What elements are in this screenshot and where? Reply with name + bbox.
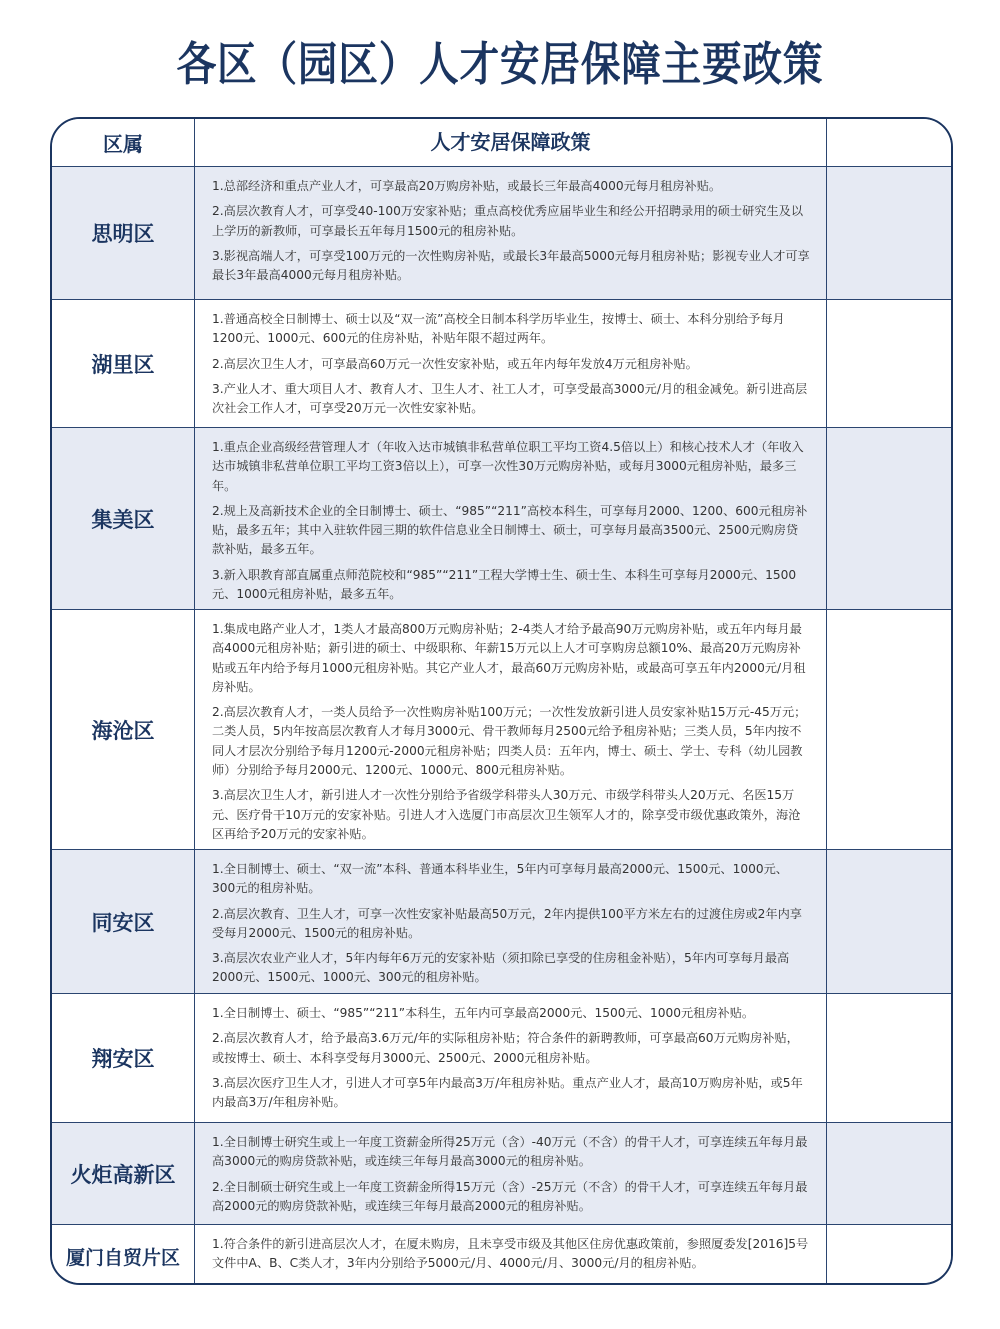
policy-cell [195,1225,827,1285]
policy-item: 1.集成电路产业人才，1类人才最高800万元购房补贴；2-4类人才给予最高90万元购房补贴，或五年内每月最高4000元租房补贴；新引进的硕士、中级职称、年薪15万元以上人才可享购房总额10%、最高20万元购房补贴或五年内给予每月1000元租房补贴。其它产业人才，最高60万元购房补贴，或最高可享五年内2000元/月租房补贴。 [212,622,806,694]
policy-item: 3.新入职教育部直属重点师范院校和“985”“211”工程大学博士生、硕士生、本科生可享每月2000元、1500元、1000元租房补贴，最多五年。 [212,567,797,602]
policy-item: 1.总部经济和重点产业人才，可享最高20万购房补贴，或最长三年最高4000元每月租房补贴。 [212,179,722,193]
policy-item: 1.重点企业高级经营管理人才（年收入达市城镇非私营单位职工平均工资4.5倍以上）和核心技术人才（年收入达市城镇非私营单位职工平均工资3倍以上），可享一次性30万元购房补贴，或每月3000元租房补贴，最多三年。 [212,440,804,493]
policy-cell [195,994,827,1122]
header-blank [827,119,951,166]
district-name: 火炬高新区 [52,1123,195,1224]
policy-item: 3.影视高端人才，可享受100万元的一次性购房补贴，或最长3年最高5000元每月租房补贴；影视专业人才可享最长3年最高4000元每月租房补贴。 [212,248,810,283]
policy-item: 3.高层次卫生人才，新引进人才一次性分别给予省级学科带头人30万元、市级学科带头人20万元、名医15万元、医疗骨干10万元的安家补贴。引进人才入选厦门市高层次卫生领军人才的，除享受市级优惠政策外，海沧区再给予20万元的安家补贴。 [212,788,801,841]
policy-item: 1.符合条件的新引进高层次人才，在厦未购房，且未享受市级及其他区住房优惠政策前，参照厦委发[2016]5号文件中A、B、C类人才，3年内分别给予5000元/月、4000元/月、3000元/月的租房补贴。 [212,1237,809,1271]
table-row [52,299,951,427]
header-district: 区属 [52,119,195,166]
policy-item: 2.高层次教育人才，给予最高3.6万元/年的实际租房补贴；符合条件的新聘教师，可享最高60万元购房补贴，或按博士、硕士、本科享受每月3000元、2500元、2000元租房补贴。 [212,1031,799,1065]
policy-item: 2.高层次教育人才，可享受40-100万安家补贴；重点高校优秀应届毕业生和经公开招聘录用的硕士研究生及以上学历的新教师，可享最长五年每月1500元的租房补贴。 [212,204,804,238]
blank-cell [827,167,951,299]
policy-item: 2.规上及高新技术企业的全日制博士、硕士、“985”“211”高校本科生，可享每月2000、1200、600元租房补贴，最多五年；其中入驻软件园三期的软件信息业全日制博士、硕士，可享每月最高3500元、2500元购房贷款补贴，最多五年。 [212,503,808,557]
policy-cell [195,300,827,427]
policy-cell [195,428,827,609]
table-row [52,427,951,609]
table-row [52,1122,951,1224]
table-row [52,849,951,993]
blank-cell [827,428,951,609]
table-header-row [52,119,951,166]
district-name: 翔安区 [52,994,195,1122]
district-name: 同安区 [52,850,195,993]
district-name: 集美区 [52,428,195,609]
page-title: 各区（园区）人才安居保障主要政策 [176,37,824,91]
policy-item: 1.全日制博士、硕士、“985”“211”本科生，五年内可享最高2000元、1500元、1000元租房补贴。 [212,1006,755,1020]
policy-cell [195,1123,827,1224]
policy-item: 1.全日制博士研究生或上一年度工资薪金所得25万元（含）-40万元（不含）的骨干人才，可享连续五年每月最高3000元的购房贷款补贴，或连续三年每月最高3000元的租房补贴。 [212,1135,808,1169]
policy-table [50,117,953,1285]
district-name: 海沧区 [52,610,195,849]
policy-cell [195,850,827,993]
header-policy: 人才安居保障政策 [195,119,827,166]
table-row [52,993,951,1122]
table-row [52,609,951,849]
policy-cell [195,610,827,849]
policy-item: 3.高层次农业产业人才，5年内每年6万元的安家补贴（须扣除已享受的住房租金补贴），5年内可享每月最高2000元、1500元、1000元、300元的租房补贴。 [212,951,790,985]
policy-item: 2.高层次教育、卫生人才，可享一次性安家补贴最高50万元，2年内提供100平方米左右的过渡住房或2年内享受每月2000元、1500元的租房补贴。 [212,906,802,940]
policy-item: 2.全日制硕士研究生或上一年度工资薪金所得15万元（含）-25万元（不含）的骨干人才，可享连续五年每月最高2000元的购房贷款补贴，或连续三年每月最高2000元的租房补贴。 [212,1179,808,1213]
blank-cell [827,300,951,427]
table-row [52,1224,951,1285]
table-row [52,166,951,299]
policy-item: 3.产业人才、重大项目人才、教育人才、卫生人才、社工人才，可享受最高3000元/月的租金减免。新引进高层次社会工作人才，可享受20万元一次性安家补贴。 [212,381,808,416]
policy-item: 1.普通高校全日制博士、硕士以及“双一流”高校全日制本科学历毕业生，按博士、硕士、本科分别给予每月1200元、1000元、600元的住房补贴，补贴年限不超过两年。 [212,312,785,346]
blank-cell [827,610,951,849]
policy-item: 2.高层次教育人才，一类人员给予一次性购房补贴100万元；一次性发放新引进人员安家补贴15万元-45万元；二类人员，5内年按高层次教育人才每月3000元、骨干教师每月2500元给予租房补贴；三类人员，5年内按不同人才层次分别给予每月1200元-2000元租房补贴；四类人员：五年内，博士、硕士、学士、专科（幼儿园教师）分别给予每月2000元、1200元、1000元、800元租房补贴。 [212,705,807,778]
blank-cell [827,994,951,1122]
policy-item: 2.高层次卫生人才，可享最高60万元一次性安家补贴，或五年内每年发放4万元租房补贴。 [212,356,698,371]
policy-item: 1.全日制博士、硕士、“双一流”本科、普通本科毕业生，5年内可享每月最高2000元、1500元、1000元、300元的租房补贴。 [212,862,788,896]
blank-cell [827,1225,951,1285]
policy-cell [195,167,827,299]
district-name: 厦门自贸片区 [52,1225,195,1285]
blank-cell [827,1123,951,1224]
blank-cell [827,850,951,993]
policy-item: 3.高层次医疗卫生人才，引进人才可享5年内最高3万/年租房补贴。重点产业人才，最高10万购房补贴，或5年内最高3万/年租房补贴。 [212,1075,803,1110]
district-name: 湖里区 [52,300,195,427]
district-name: 思明区 [52,167,195,299]
